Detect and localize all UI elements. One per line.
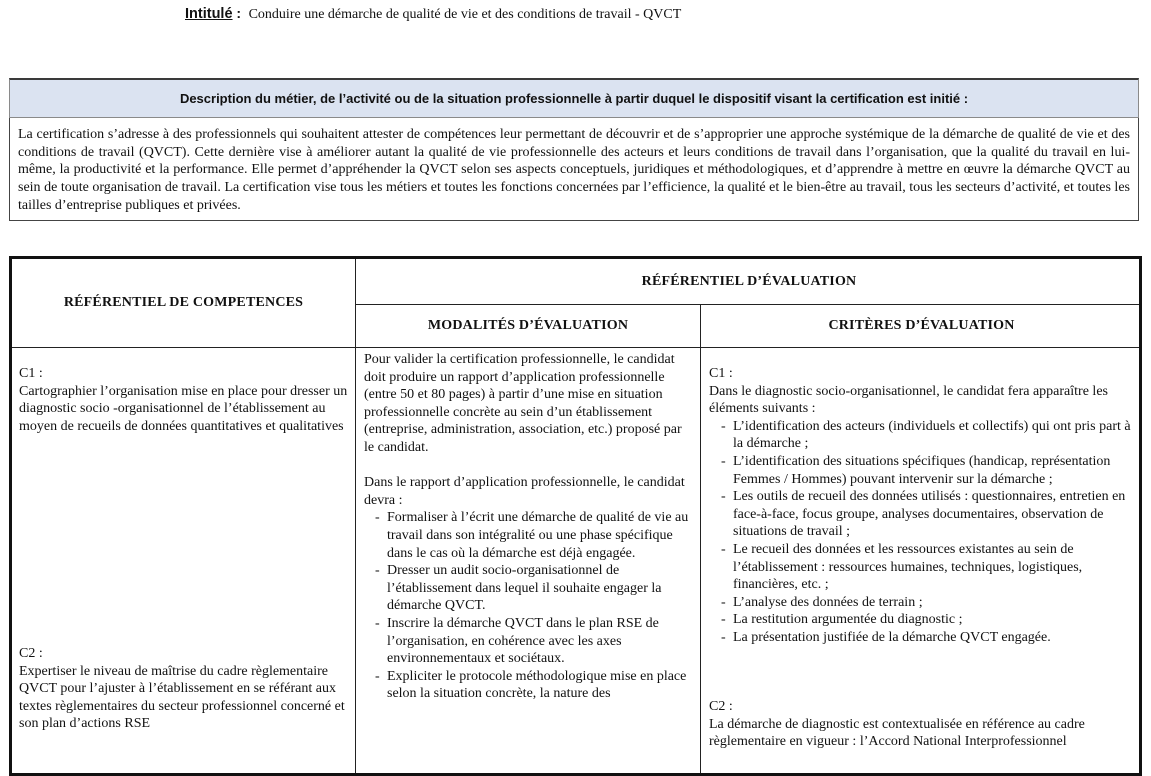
header-criteres-label: CRITÈRES D’ÉVALUATION (828, 318, 1015, 333)
list-item: - La présentation justifiée de la démarche QVCT engagée. (721, 629, 1051, 645)
header-modalites-label: MODALITÉS D’ÉVALUATION (427, 318, 629, 333)
title-label: Intitulé (185, 6, 233, 22)
list-item-text: L’analyse des données de terrain ; (733, 594, 923, 610)
competence-c2-label: C2 : (19, 646, 43, 661)
list-item-text: La restitution argumentée du diagnostic ; (733, 612, 963, 628)
competence-c1 (19, 365, 349, 435)
criteres-c2 (709, 698, 1135, 751)
competence-c2 (19, 645, 351, 733)
list-item-text: Inscrire la démarche QVCT dans le plan RSE de l’organisation, en cohérence avec les axes environnementaux et sociétaux. (387, 615, 659, 667)
header-evaluation-label: RÉFÉRENTIEL D’ÉVALUATION (641, 273, 857, 289)
header-criteres (701, 305, 1142, 347)
row-divider (12, 347, 1142, 348)
competence-c1-label: C1 : (19, 366, 43, 381)
header-competences-label: RÉFÉRENTIEL DE COMPETENCES (63, 295, 304, 310)
list-item: - Dresser un audit socio-organisationnel de l’établissement dans lequel il souhaite engager la démarche QVCT. (375, 563, 662, 614)
description-body (9, 118, 1139, 221)
list-item-text: L’identification des situations spécifiques (handicap, représentation Femmes / Hommes) pouvant intervenir sur la démarche ; (733, 453, 1111, 487)
header-modalites (356, 305, 700, 347)
header-competences (12, 259, 355, 347)
title-colon: : (232, 5, 242, 21)
list-item: - L’identification des acteurs (individuels et collectifs) qui ont pris part à la démarche ; (721, 418, 1131, 452)
competence-c2-text: Expertiser le niveau de maîtrise du cadre règlementaire QVCT pour l’ajuster à l’établissement en se référant aux textes règlementaires du secteur professionnel concerné et son plan d’actions RSE (19, 663, 345, 732)
list-item-text: Le recueil des données et les ressources existantes au sein de l’établissement : ressources humaines, techniques, logistiques, financières, etc. ; (733, 541, 1083, 593)
list-item: - Formaliser à l’écrit une démarche de qualité de vie au travail dans son intégralité ou une phase spécifique dans le cas où la démarche est déjà engagée. (375, 510, 689, 561)
criteres-c1-label: C1 : (709, 366, 733, 381)
document-title (185, 5, 681, 23)
title-value: Conduire une démarche de qualité de vie et des conditions de travail - QVCT (248, 7, 682, 22)
modalites-intro: Pour valider la certification professionnelle, le candidat doit produire un rapport d’application professionnelle (entre 50 et 80 pages) à partir d’une mise en situation professionnelle concrète au sein d’un établissement (entreprise, administration, association, etc.) proposé par le candidat. (364, 352, 682, 455)
list-item-text: La présentation justifiée de la démarche QVCT engagée. (733, 629, 1051, 645)
list-item: - L’identification des situations spécifiques (handicap, représentation Femmes / Hommes) pouvant intervenir sur la démarche ; (721, 453, 1111, 487)
list-item: - Inscrire la démarche QVCT dans le plan RSE de l’organisation, en cohérence avec les axes environnementaux et sociétaux. (375, 615, 659, 667)
criteres-c2-text: La démarche de diagnostic est contextualisée en référence au cadre règlementaire en vigueur : l’Accord National Interprofessionnel (709, 716, 1085, 750)
list-item: - La restitution argumentée du diagnostic ; (721, 612, 963, 628)
modalites-lead: Dans le rapport d’application professionnelle, le candidat devra : (364, 475, 685, 508)
description-header (9, 78, 1139, 118)
list-item: - Expliciter le protocole méthodologique mise en place selon la situation concrète, la nature des (375, 668, 687, 702)
list-item-text: L’identification des acteurs (individuels et collectifs) qui ont pris part à la démarche ; (733, 418, 1131, 452)
criteres-c1 (709, 365, 1135, 647)
list-item: - Les outils de recueil des données utilisés : questionnaires, entretien en face-à-face, focus groupe, analyses documentaires, observation de situations de travail ; (721, 489, 1126, 540)
description-text: La certification s’adresse à des professionnels qui souhaitent attester de compétences leur permettant de découvrir et de s’approprier une approche systémique de la démarche de qualité de vie et des conditions de travail (QVCT). Cette dernière vise à améliorer autant la qualité de vie professionnelle des acteurs et leurs conditions de travail dans l’organisation, que la qualité du travail en lui-même, la productivité et la performance. Elle permet d’appréhender la QVCT selon ses aspects conceptuels, juridiques et méthodologiques, et d’apprendre à mettre en œuvre la démarche QVCT au sein de toute organisation de travail. La certification vise tous les métiers et toutes les fonctions concernées par l’efficience, la qualité et le bien-être au travail, tous les secteurs d’activité, et toutes les tailles d’entreprise publiques et privées. (18, 127, 1130, 213)
criteres-c1-intro: Dans le diagnostic socio-organisationnel, le candidat fera apparaître les éléments suivants : (709, 383, 1108, 417)
criteres-list (709, 418, 1135, 647)
referential-table (9, 256, 1142, 776)
list-item-text: Dresser un audit socio-organisationnel de l’établissement dans lequel il souhaite engager la démarche QVCT. (387, 563, 662, 614)
competence-c1-text: Cartographier l’organisation mise en place pour dresser un diagnostic socio -organisationnel de l’établissement au moyen de recueils de données quantitatives et qualitatives (19, 383, 348, 434)
list-item-text: Expliciter le protocole méthodologique mise en place selon la situation concrète, la nature des (387, 668, 687, 702)
header-evaluation (356, 259, 1142, 304)
criteres-c2-label: C2 : (709, 699, 733, 714)
list-item: - L’analyse des données de terrain ; (721, 594, 923, 610)
list-item-text: Formaliser à l’écrit une démarche de qualité de vie au travail dans son intégralité ou une phase spécifique dans le cas où la démarche est déjà engagée. (387, 510, 689, 561)
modalites-content (364, 351, 692, 703)
description-title: Description du métier, de l’activité ou de la situation professionnelle à partir duquel le dispositif visant la certification est initié : (179, 91, 969, 106)
list-item-text: Les outils de recueil des données utilisés : questionnaires, entretien en face-à-face, focus groupe, analyses documentaires, observation de situations de travail ; (733, 489, 1126, 540)
modalites-list (364, 509, 692, 703)
list-item: - Le recueil des données et les ressources existantes au sein de l’établissement : ressources humaines, techniques, logistiques, financières, etc. ; (721, 541, 1083, 593)
column-divider (700, 304, 701, 776)
